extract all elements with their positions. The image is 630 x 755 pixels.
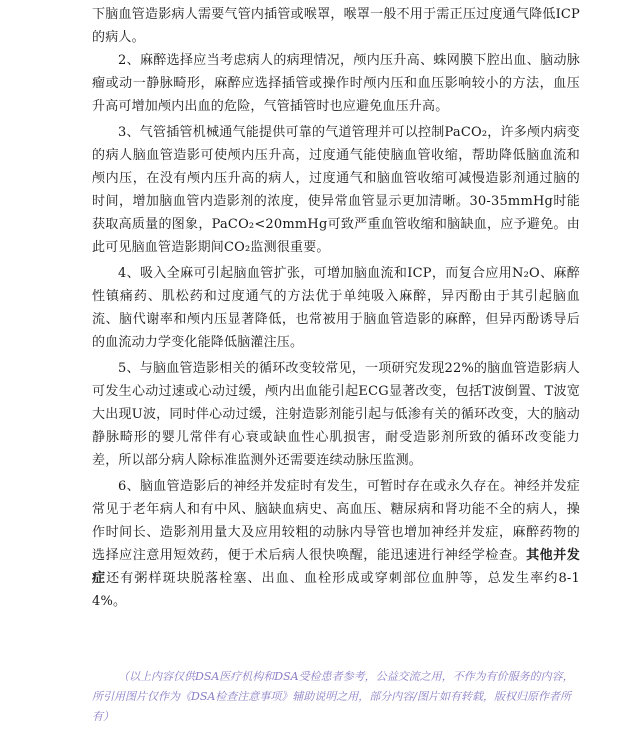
- document-body: [92, 49, 580, 613]
- paragraph-1: 2、麻醉选择应当考虑病人的病理情况，颅内压升高、蛛网膜下腔出血、脑动脉瘤或动一静脉畸形，麻醉应选择插管或操作时颅内压和血压影响较小的方法，血压升高可增加颅内出血的危险，气管插管时也应避免血压升高。: [92, 53, 580, 114]
- paragraph-2: 3、气管插管机械通气能提供可靠的气道管理并可以控制PaCO₂，许多颅内病变的病人脑血管造影可使颅内压升高，过度通气能使脑血管收缩，帮助降低脑血流和颅内压，在没有颅内压升高的病人，过度通气和脑血管收缩可减慢造影剂通过脑的时间，增加脑血管内造影剂的浓度，使异常血管显示更加清晰。30-35mmHg时能获取高质量的图象，PaCO₂<20mmHg可致严重血管收缩和脑缺血，应予避免。由此可见脑血管造影期间CO₂监测很重要。: [92, 125, 580, 255]
- paragraph-5-bold: 其他并发症: [92, 548, 580, 586]
- paragraph-3: 4、吸入全麻可引起脑血管扩张，可增加脑血流和ICP，而复合应用N₂O、麻醉性镇痛药、肌松药和过度通气的方法优于单纯吸入麻醉，异丙酚由于其引起脑血流、脑代谢率和颅内压显著降低，也常被用于脑血管造影的麻醉，但异丙酚诱导后的血流动力学变化能降低脑灌注压。: [92, 266, 580, 350]
- paragraph-5-text-a: 6、脑血管造影后的神经并发症时有发生，可暂时存在或永久存在。神经并发症常见于老年病人和有中风、脑缺血病史、高血压、糖尿病和肾功能不全的病人，操作时间长、造影剂用量大及应用较粗的动脉内导管也增加神经并发症，麻醉药物的选择应注意用短效药，便于术后病人很快唤醒，能迅速进行神经学检查。: [92, 479, 580, 563]
- paragraph-0: 下脑血管造影病人需要气管内插管或喉罩，喉罩一般不用于需正压过度通气降低ICP的病人。: [92, 7, 580, 45]
- disclaimer-footer: （以上内容仅供DSA医疗机构和DSA受检患者参考，公益交流之用，不作为有价服务的内容，所引用图片仅作为《DSA检查注意事项》辅助说明之用，部分内容/图片如有转载，版权归原作者所有）: [92, 670, 574, 723]
- paragraph-5: [92, 475, 580, 613]
- paragraph-5-text-c: 还有粥样斑块脱落栓塞、出血、血栓形成或穿刺部位血肿等，总发生率约8-14%。: [92, 571, 580, 609]
- paragraph-4: 5、与脑血管造影相关的循环改变较常见，一项研究发现22%的脑血管造影病人可发生心动过速或心动过缓，颅内出血能引起ECG显著改变，包括T波倒置、T波宽大出现U波，同时伴心动过缓，注射造影剂能引起与低渗有关的循环改变，大的脑动静脉畸形的婴儿常伴有心衰或缺血性心肌损害，耐受造影剂所致的循环改变能力差，所以部分病人除标准监测外还需要连续动脉压监测。: [92, 361, 580, 468]
